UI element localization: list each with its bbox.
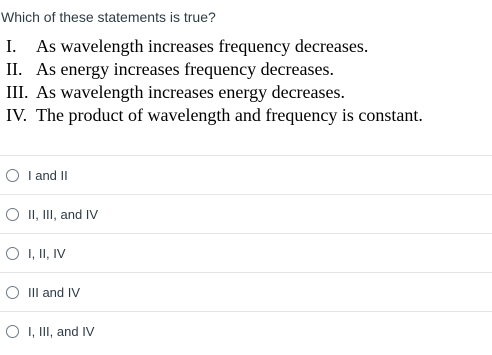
- radio-button-icon[interactable]: [6, 247, 19, 260]
- statement-4: [6, 104, 423, 127]
- statement-3: [6, 81, 423, 104]
- answer-label[interactable]: I, III, and IV: [28, 323, 95, 339]
- radio-button-icon[interactable]: [6, 286, 19, 299]
- answer-option-5[interactable]: [0, 311, 492, 350]
- statement-number: I.: [6, 36, 17, 56]
- radio-button-icon[interactable]: [6, 208, 19, 221]
- statement-number: II.: [6, 59, 23, 79]
- answer-label[interactable]: III and IV: [28, 284, 81, 300]
- answer-options: [0, 155, 492, 350]
- radio-button-icon[interactable]: [6, 325, 19, 338]
- statement-text: The product of wavelength and frequency is constant.: [36, 105, 423, 125]
- statement-2: [6, 58, 423, 81]
- statement-text: As wavelength increases frequency decreases.: [36, 36, 369, 56]
- answer-option-4[interactable]: [0, 272, 492, 311]
- answer-label[interactable]: I, II, IV: [28, 245, 66, 261]
- statement-1: [6, 35, 423, 58]
- statement-text: As wavelength increases energy decreases.: [36, 82, 346, 102]
- answer-option-1[interactable]: [0, 155, 492, 194]
- statement-text: As energy increases frequency decreases.: [36, 59, 335, 79]
- statement-number: IV.: [6, 105, 28, 125]
- answer-label[interactable]: II, III, and IV: [28, 206, 99, 222]
- question-prompt: Which of these statements is true?: [1, 9, 216, 25]
- answer-option-3[interactable]: [0, 233, 492, 272]
- statement-number: III.: [6, 82, 29, 102]
- statement-list: [6, 35, 423, 127]
- answer-option-2[interactable]: [0, 194, 492, 233]
- radio-button-icon[interactable]: [6, 169, 19, 182]
- answer-label[interactable]: I and II: [28, 167, 68, 183]
